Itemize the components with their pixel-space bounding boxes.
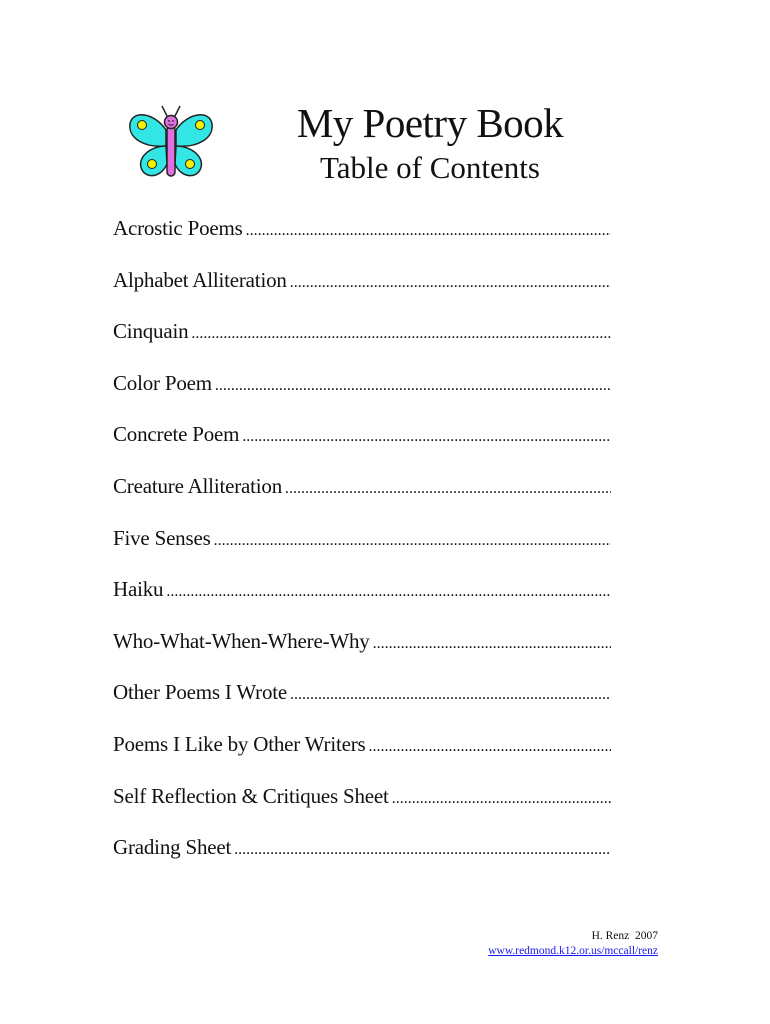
toc-entry	[113, 206, 611, 258]
toc-entry	[113, 464, 611, 516]
toc-entry-label: Five Senses	[113, 525, 211, 550]
toc-entry	[113, 516, 611, 568]
toc-entry-label: Self Reflection & Critiques Sheet	[113, 783, 389, 808]
toc-entry-label: Color Poem	[113, 370, 212, 395]
footer-website-link[interactable]: www.redmond.k12.or.us/mccall/renz	[488, 945, 658, 957]
dot-leader	[373, 622, 611, 666]
toc-entry-label: Who-What-When-Where-Why	[113, 628, 370, 653]
footer	[440, 929, 658, 959]
dot-leader	[242, 415, 611, 459]
toc-entry	[113, 722, 611, 774]
toc-entry	[113, 567, 611, 619]
dot-leader	[191, 312, 611, 356]
dot-leader	[215, 364, 611, 408]
toc-entry	[113, 309, 611, 361]
toc-entry	[113, 670, 611, 722]
toc-entry	[113, 412, 611, 464]
toc-entry-label: Acrostic Poems	[113, 216, 243, 240]
dot-leader	[246, 209, 611, 253]
dot-leader	[369, 725, 612, 769]
toc-entry	[113, 361, 611, 413]
toc-entry-label: Haiku	[113, 577, 164, 602]
dot-leader	[392, 777, 611, 821]
page-title: My Poetry Book	[296, 100, 564, 146]
toc-entry	[113, 619, 611, 671]
toc-entry-label: Other Poems I Wrote	[113, 680, 288, 705]
dot-leader	[166, 570, 611, 614]
dot-leader	[290, 261, 611, 305]
footer-credit: H. Renz 2007	[591, 930, 658, 942]
dot-leader	[214, 519, 611, 563]
toc-entry	[113, 258, 611, 310]
dot-leader	[290, 673, 611, 717]
toc-entry-label: Alphabet Alliteration	[113, 267, 287, 292]
table-of-contents	[113, 206, 611, 877]
toc-entry-label: Poems I Like by Other Writers	[113, 731, 366, 756]
toc-entry-label: Concrete Poem	[113, 422, 240, 447]
butterfly-icon	[126, 104, 216, 182]
toc-entry	[113, 825, 611, 877]
dot-leader	[285, 467, 611, 511]
dot-leader	[234, 828, 611, 872]
toc-entry	[113, 774, 611, 826]
toc-entry-label: Cinquain	[113, 319, 189, 344]
page-subtitle: Table of Contents	[320, 150, 540, 185]
toc-entry-label: Creature Alliteration	[113, 473, 282, 498]
toc-entry-label: Grading Sheet	[113, 835, 232, 860]
